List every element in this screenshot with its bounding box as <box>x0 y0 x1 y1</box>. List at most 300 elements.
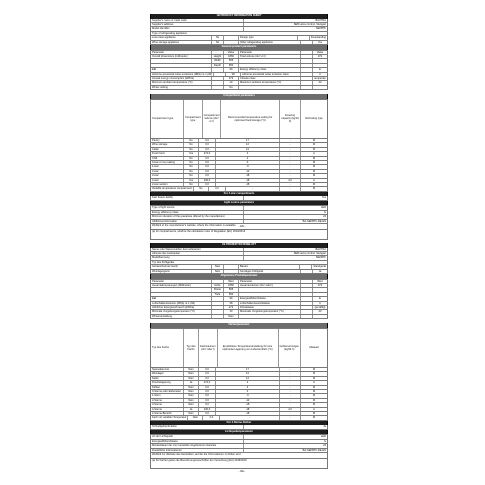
compartment-header-cell: Defrosting type <box>305 117 323 121</box>
compartment-cell: No <box>184 174 199 177</box>
param-value: Nein <box>224 315 239 318</box>
compartment-cell: - <box>280 183 301 186</box>
param-label: Jährlicher Energieverbrauch (kWh/a) <box>151 306 212 309</box>
compartment-header-cell: Gefriervermögen (kg/24 h) <box>279 329 301 367</box>
weblink-note: Weblink to the manufacturer's website, where the information is available <box>150 224 328 230</box>
compartment-header-cell: Typ des Fachs <box>184 329 199 367</box>
low-noise-value: No <box>212 36 224 39</box>
compartment-cell: 272,0 <box>199 381 216 384</box>
param-label <box>239 315 301 318</box>
other-label: Sonstiges Kühlgerät <box>239 270 301 273</box>
param-spacer <box>301 77 313 80</box>
compartment-cell: Yes <box>184 179 199 182</box>
param-value: 1860 <box>224 284 239 287</box>
param-sublabel <box>212 81 224 84</box>
param-label: Luftschallemissionen (dB(A) re 1 pW) <box>151 302 212 305</box>
compartment-cell: 12 <box>216 148 280 151</box>
fast-freeze-value: Yes <box>321 196 326 200</box>
supplier-address-value: SEB Home GmbH, Stuttgart <box>293 252 326 255</box>
param-sublabel <box>212 310 224 313</box>
compartment-header-cell: Typ des Fachs <box>151 329 184 367</box>
compartment-cell: 0-Sterne oder Eisbereiter <box>151 390 184 393</box>
light-source-table <box>150 205 328 224</box>
compartment-cell: Nein <box>184 399 199 402</box>
supplier-address-value: SEB Home GmbH, Stuttgart <box>293 23 326 26</box>
spacer <box>224 41 239 44</box>
param-value: 99 <box>224 297 239 300</box>
compartment-cell: 0,0 <box>199 148 216 151</box>
compartment-cell: 2-star <box>151 170 184 173</box>
compartment-cell: M <box>312 187 316 191</box>
compartment-cell: 17 <box>216 368 280 371</box>
param-value: 38 <box>224 302 239 305</box>
light-label: Additional information <box>151 220 244 223</box>
wine-value: Nein <box>212 270 224 273</box>
compartment-cell: No <box>184 148 199 151</box>
compartment-header-cell: Compartment type <box>151 100 184 138</box>
param-spacer <box>301 288 313 291</box>
param-label: Airborne acoustical noise emissions (dB(A) re 1 pW) <box>152 72 213 76</box>
compartment-cell: 0,0 <box>199 139 216 142</box>
sheet-title: 1B PRODUCT INFORMATION SHEET <box>150 14 328 19</box>
param-spacer <box>301 310 313 313</box>
param-value: C <box>319 301 321 305</box>
compartment-cell: 12 <box>216 143 280 146</box>
compartment-cell: 2-Sterne-Bereich <box>151 412 184 415</box>
page-number: - EN - <box>238 225 246 228</box>
compartment-cell: -12 <box>216 170 280 173</box>
design-value: Standgerät <box>313 265 326 269</box>
compartment-header-cell: Freezing capacity (kg/24 h) <box>280 100 301 138</box>
light-value: 24 <box>323 215 326 219</box>
param-value: 10 <box>224 310 239 313</box>
general-params-table <box>150 50 328 91</box>
compartment-cell: M <box>312 367 316 371</box>
compartment-cell: Speisekammer <box>151 368 184 371</box>
param-value: 1860 <box>224 55 239 58</box>
compartment-table <box>150 328 328 421</box>
light-label: Type of light source <box>151 206 244 209</box>
param-spacer <box>301 73 313 76</box>
compartment-header-row <box>150 99 328 139</box>
param-value: 650 <box>224 64 239 67</box>
model-label: Modellkennung <box>151 256 244 259</box>
compartment-cell: 0,0 <box>209 187 226 190</box>
compartment-cell: 4,0 <box>280 179 301 182</box>
compartment-cell: M <box>312 165 316 169</box>
compartment-cell: Nein <box>184 377 199 380</box>
light-value: 24 <box>323 444 326 448</box>
fast-freeze-label: Fast freeze facility <box>151 196 244 199</box>
compartment-cell: Ja <box>184 381 199 384</box>
wine-label: Weinlagergerät <box>151 270 212 273</box>
param-sublabel <box>214 73 226 76</box>
compartment-cell: - <box>280 390 301 393</box>
param-label: Maximum ambient temperature (°C) <box>239 81 301 84</box>
param-sublabel: Höhe <box>212 284 224 287</box>
compartment-cell: M <box>312 389 316 393</box>
compartment-cell: M <box>312 169 316 173</box>
compartment-cell: - <box>280 139 301 142</box>
compartment-cell: - <box>280 143 301 146</box>
compartment-cell: 0,0 <box>203 416 220 419</box>
compartment-cell: - <box>280 381 301 384</box>
compartment-cell: No <box>184 165 199 168</box>
param-sublabel <box>212 68 224 71</box>
compartment-cell: No <box>184 183 199 186</box>
param-spacer <box>301 86 313 89</box>
compartment-cell: -12 <box>216 399 280 402</box>
compartment-cell: 0,0 <box>199 390 216 393</box>
compartment-cell: -6 <box>216 394 280 397</box>
compartment-cell: -6 <box>216 165 280 168</box>
compartment-cell: 3-Sterne <box>151 403 184 406</box>
param-value: gemäßigt <box>314 306 326 310</box>
compartment-cell: - <box>280 416 301 419</box>
compartment-cell: Pantry <box>151 139 184 142</box>
design-label: Bauart <box>239 265 300 268</box>
compartment-cell: 4-star <box>151 179 184 182</box>
supplier-name-label: Supplier's name or trade mark <box>151 19 244 22</box>
param-label <box>239 59 301 62</box>
compartment-cell: M <box>312 411 316 415</box>
compartment-cell: 0,0 <box>199 386 216 389</box>
param-label: Energy efficiency class <box>239 68 301 71</box>
param-sublabel <box>212 77 224 80</box>
compartment-cell: 0,0 <box>199 143 216 146</box>
compartment-cell: - <box>280 170 301 173</box>
param-spacer <box>301 297 313 300</box>
compartment-cell: 0 <box>216 390 280 393</box>
supplier-address-label: Adresse des Lieferanten <box>151 252 244 255</box>
params-header-cell: Wert <box>224 280 239 283</box>
param-value: E <box>319 68 321 72</box>
param-label: Gesamtabmessungen (Millimeter) <box>151 284 212 287</box>
design-label: Design type <box>239 36 298 39</box>
param-value <box>313 315 327 318</box>
param-spacer <box>301 68 313 71</box>
compartment-cell: 0,0 <box>199 161 216 164</box>
weblink-note: Weblink zur Website des Herstellers, auf der die Informationen zu finden sind <box>150 453 328 459</box>
compartment-cell: 2 <box>216 157 280 160</box>
compartment-cell: 2 <box>216 386 280 389</box>
param-value <box>313 293 327 296</box>
param-label <box>239 86 301 89</box>
fast-freeze-value: Ja <box>323 425 326 429</box>
spacer <box>300 265 312 268</box>
compartment-cell: 1-star <box>151 165 184 168</box>
compartment-cell: 3-star <box>151 174 184 177</box>
param-value: 372 <box>317 55 323 59</box>
compartment-cell: 0,0 <box>199 157 216 160</box>
param-label: Klimaklasse <box>239 306 301 309</box>
compartment-cell: 0 <box>216 161 280 164</box>
param-label: EEI <box>151 68 212 71</box>
footnote: (a) for compartments, shall be the calculation rules of Regulation (EU) 2019/2016 <box>150 230 328 240</box>
compartment-cell: 100,0 <box>199 179 216 182</box>
param-sublabel: Depth <box>212 64 224 67</box>
param-label: Wintereinstellung <box>151 315 212 318</box>
type-label: Typ des Kühlgeräts <box>152 260 175 264</box>
param-label: Climate class <box>239 77 301 80</box>
param-label: EEI <box>151 297 212 300</box>
compartment-cell: 0,0 <box>199 372 216 375</box>
param-label: Airborne acoustical noise emission class <box>241 73 301 76</box>
compartment-cell: 17 <box>216 139 280 142</box>
compartment-cell: 272,0 <box>199 152 216 155</box>
light-value: BA-SEKBTF-DE-EN <box>302 448 326 452</box>
compartment-cell: 12 <box>216 372 280 375</box>
compartment-cell: M <box>312 138 316 142</box>
compartment-cell: No <box>184 157 199 160</box>
compartment-cell: 0,0 <box>199 399 216 402</box>
param-sublabel <box>212 306 224 309</box>
params-header-cell: Value <box>316 50 324 54</box>
param-label <box>239 293 301 296</box>
param-value: 595 <box>224 288 239 291</box>
model-value: SEKBTF <box>315 27 326 31</box>
light-label: Art der Lichtquelle <box>151 435 244 438</box>
params-header-cell: Value <box>224 51 239 54</box>
compartment-header-cell: Fachvolumen (dm³ oder l) <box>199 329 218 367</box>
params-header-cell: Parameter <box>151 51 212 54</box>
compartment-header-cell: Compartment volume (dm³ or l) <box>203 100 222 138</box>
low-noise-label: Geräuscharmes Gerät <box>151 265 212 268</box>
compartment-cell: No <box>184 161 199 164</box>
compartment-cell: A <box>313 178 315 182</box>
compartment-cell: - <box>280 412 301 415</box>
param-sublabel <box>212 302 224 305</box>
compartment-cell: A <box>313 381 315 385</box>
low-noise-value: Nein <box>212 265 224 268</box>
param-value: 272 <box>224 77 239 80</box>
params-header-cell: Parameter <box>239 51 301 54</box>
compartment-cell: Nein <box>184 386 199 389</box>
light-value: LED <box>320 206 326 210</box>
param-sublabel <box>212 315 224 318</box>
param-value: 10 <box>224 81 239 84</box>
compartment-cell: Weinlager <box>151 372 184 375</box>
param-value: 272 <box>224 306 239 309</box>
product-sheet-en <box>150 14 328 240</box>
compartment-cell: M <box>312 416 316 420</box>
four-star-title: Für 4-Sterne-Fächer <box>150 421 328 426</box>
param-spacer <box>301 55 313 58</box>
sheet-title: 1B PRODUKTDATENBLATT <box>150 243 328 248</box>
light-label: Minimum duration of the guarantee offered by the manufacturer <box>151 215 244 218</box>
compartment-cell: Chill <box>151 157 184 160</box>
four-star-title: For 4-star compartments <box>150 192 328 197</box>
general-params-table <box>150 279 328 320</box>
compartment-cell: Cellar <box>151 148 184 151</box>
param-label: Luftschallemissionsklasse <box>239 302 301 305</box>
footnote: (a) für Fächer gelten die Berechnungsvorschriften der Verordnung (EU) 2019/2016 <box>150 459 328 469</box>
general-params-title: Allgemeine Produktparameter <box>150 274 328 279</box>
compartment-cell: Keller <box>151 377 184 380</box>
compartment-cell: 4 <box>216 381 280 384</box>
compartment-header-cell: Compartment type <box>184 100 203 138</box>
compartment-cell: Fach mit variabler Temperatur <box>152 416 187 420</box>
compartment-cell: M <box>312 174 316 178</box>
spacer <box>224 36 239 39</box>
param-label <box>151 59 212 62</box>
param-label: Winter setting <box>151 86 212 89</box>
compartment-cell: Kühlen <box>151 386 184 389</box>
compartment-cell: 0,0 <box>199 183 216 186</box>
param-label: Gesamtvolumen (dm³ oder l) <box>239 284 301 287</box>
design-value: Freestanding <box>310 36 326 40</box>
param-label: Energieeffizienzklasse <box>239 297 301 300</box>
compartment-cell: 4,0 <box>280 408 301 411</box>
compartment-cell: -18 <box>216 183 280 186</box>
param-spacer <box>301 59 313 62</box>
supplier-address-label: Supplier's address <box>151 23 244 26</box>
params-header-cell: Wert <box>317 279 323 283</box>
compartment-cell: 0,0 <box>199 377 216 380</box>
spacer <box>301 41 313 44</box>
param-spacer <box>301 81 313 84</box>
compartment-cell: 1-Stern <box>151 394 184 397</box>
light-value: BA-SEKBTF-DE-EN <box>302 219 326 223</box>
light-source-title: Light source parameters <box>150 201 328 206</box>
param-value: E <box>319 297 321 301</box>
compartment-cell: 0,0 <box>199 412 216 415</box>
param-value: 372 <box>317 284 323 288</box>
compartment-cell: No <box>184 170 199 173</box>
param-value: temperate <box>314 77 326 81</box>
compartment-cell: 0,0 <box>199 403 216 406</box>
param-sublabel: Height <box>212 55 224 58</box>
compartment-cell: 0,0 <box>199 165 216 168</box>
compartment-cell: Nein <box>184 372 199 375</box>
params-header-cell <box>212 51 224 54</box>
compartment-cell: A <box>313 152 315 156</box>
compartment-cell: -18 <box>216 403 280 406</box>
supplier-name-value: BAUTRA <box>315 18 326 22</box>
param-value <box>313 59 327 62</box>
compartment-cell: -18 <box>216 174 280 177</box>
compartment-cell: Nein <box>184 394 199 397</box>
param-label <box>151 288 212 291</box>
param-value: No <box>224 86 239 89</box>
param-value: 595 <box>224 59 239 62</box>
param-spacer <box>301 302 313 305</box>
model-label: Model identifier <box>151 27 244 30</box>
param-sublabel <box>212 86 224 89</box>
compartment-header-cell: Empfohlene Temperatureinstellung für eine optimierte Lagerung von Lebensmitteln (°C) <box>218 329 279 367</box>
compartment-table <box>150 99 328 192</box>
params-header-cell <box>301 280 313 283</box>
compartment-cell: - <box>280 394 301 397</box>
compartment-cell: 2-star section <box>151 183 184 186</box>
param-label <box>239 288 301 291</box>
compartment-cell: M <box>312 398 316 402</box>
compartment-params-title: Fächerparameter <box>150 323 328 328</box>
param-value <box>313 64 327 67</box>
light-label: Energieeffizienzklasse <box>151 440 244 443</box>
supplier-name-value: BAUTRA <box>315 247 326 251</box>
compartment-cell: - <box>280 403 301 406</box>
params-header-cell: Parameter <box>239 280 301 283</box>
compartment-cell: A <box>313 407 315 411</box>
param-label: Total volume (dm³ or l) <box>239 55 301 58</box>
page-number: - DE - <box>238 470 246 473</box>
compartment-header-cell: Recommended temperature setting for optimised food storage (°C) <box>221 100 280 138</box>
compartment-cell: - <box>280 157 301 160</box>
wine-label: Wine storage appliance <box>151 41 212 44</box>
compartment-cell: - <box>220 416 280 419</box>
compartment-cell: M <box>312 394 316 398</box>
compartment-cell: Frischelagerung <box>151 381 184 384</box>
param-value: 99 <box>224 68 239 71</box>
compartment-cell: 0,0 <box>199 368 216 371</box>
compartment-cell: Variable temperature compartment <box>152 187 192 191</box>
compartment-cell: - <box>280 377 301 380</box>
compartment-cell: 4 <box>216 152 280 155</box>
compartment-cell: - <box>280 372 301 375</box>
general-params-title: General product parameters <box>150 45 328 50</box>
compartment-cell: Yes <box>184 152 199 155</box>
compartment-cell: M <box>312 160 316 164</box>
param-sublabel: Breite <box>212 288 224 291</box>
compartment-cell: - <box>280 399 301 402</box>
compartment-cell: 4-Sterne <box>151 408 184 411</box>
compartment-cell: - <box>280 187 301 190</box>
light-value: LED <box>320 435 326 439</box>
compartment-cell: 100,0 <box>199 408 216 411</box>
params-header-cell <box>212 280 224 283</box>
param-spacer <box>301 306 313 309</box>
compartment-cell: Nein <box>184 390 199 393</box>
light-source-title: Lichtquellenparameter <box>150 430 328 435</box>
compartment-cell: -18 <box>216 408 280 411</box>
compartment-cell: Wine storage <box>151 143 184 146</box>
compartment-cell: M <box>312 143 316 147</box>
params-header-cell <box>301 51 313 54</box>
compartment-cell: No <box>194 187 209 190</box>
compartment-cell: Nein <box>184 403 199 406</box>
compartment-cell: 0,0 <box>199 174 216 177</box>
param-label <box>151 293 212 296</box>
other-value: Yes <box>317 40 323 44</box>
param-label: Annual energy consumption (kWh/a) <box>151 77 212 80</box>
light-label: Energy efficiency class <box>151 211 244 214</box>
param-spacer <box>301 64 313 67</box>
compartment-cell: Fresh food <box>151 152 184 155</box>
spacer <box>224 265 239 268</box>
compartment-cell: M <box>312 182 316 186</box>
product-sheet-de <box>150 243 328 469</box>
param-value: 43 <box>318 81 322 85</box>
compartment-cell: 0,0 <box>199 170 216 173</box>
param-label: Overall dimensions (millimetre) <box>151 55 212 58</box>
param-label <box>151 64 212 67</box>
compartment-cell: Nein <box>188 416 203 419</box>
param-label: Minimum ambient temperature (°C) <box>151 81 212 84</box>
light-value: G <box>323 439 326 443</box>
param-sublabel: Tiefe <box>212 293 224 296</box>
compartment-cell: 0,0 <box>199 394 216 397</box>
compartment-cell: - <box>226 187 280 190</box>
other-label: Other refrigerating appliance <box>239 41 301 44</box>
compartment-cell: -18 <box>216 412 280 415</box>
spacer <box>301 270 313 273</box>
compartment-cell: 12 <box>216 377 280 380</box>
param-spacer <box>301 293 313 296</box>
param-label: Maximale Umgebungstemperatur (°C) <box>239 310 301 313</box>
compartment-cell: Nein <box>184 368 199 371</box>
param-value: 38 <box>226 73 241 76</box>
